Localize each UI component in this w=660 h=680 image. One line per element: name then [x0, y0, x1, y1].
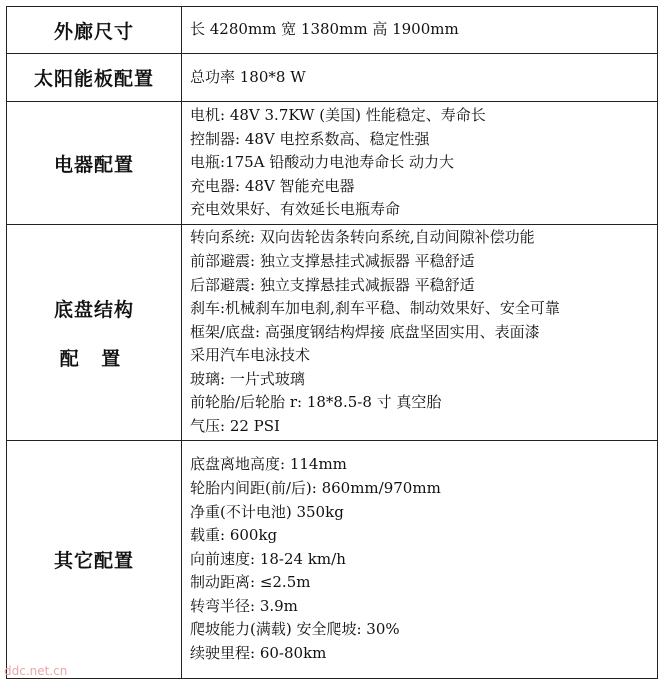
- spec-line: 充电器: 48V 智能充电器: [190, 176, 355, 195]
- row-value: [182, 441, 658, 679]
- spec-line: 气压: 22 PSI: [190, 417, 280, 436]
- spec-line: 向前速度: 18-24 km/h: [190, 549, 346, 568]
- table-row: [7, 102, 658, 225]
- row-label-line: 底盘结构: [53, 298, 134, 321]
- spec-line: 框架/底盘: 高强度钢结构焊接 底盘坚固实用、表面漆: [190, 322, 540, 341]
- spec-line: 底盘离地高度: 114mm: [190, 455, 347, 474]
- spec-line: 载重: 600kg: [190, 526, 278, 545]
- row-label: [7, 225, 182, 441]
- spec-line: 前部避震: 独立支撑悬挂式减振器 平稳舒适: [190, 251, 475, 270]
- spec-line: 续驶里程: 60-80km: [190, 644, 327, 663]
- spec-line: 爬坡能力(满载) 安全爬坡: 30%: [190, 620, 400, 639]
- table-row: [7, 225, 658, 441]
- row-value: [182, 225, 658, 441]
- spec-line: 转向系统: 双向齿轮齿条转向系统,自动间隙补偿功能: [190, 228, 535, 247]
- spec-line: 电机: 48V 3.7KW (美国) 性能稳定、寿命长: [190, 106, 486, 125]
- spec-line: 电瓶:175A 铅酸动力电池寿命长 动力大: [190, 153, 455, 172]
- spec-line: 充电效果好、有效延长电瓶寿命: [190, 200, 401, 219]
- spec-line: 制动距离: ≤2.5m: [190, 573, 311, 592]
- table-row: [7, 7, 658, 54]
- watermark: ddc.net.cn: [4, 664, 68, 678]
- spec-line: 采用汽车电泳技术: [190, 346, 311, 365]
- row-label: 电器配置: [7, 102, 182, 225]
- row-label-line: 配 置: [59, 347, 129, 370]
- spec-line: 总功率 180*8 W: [190, 67, 306, 86]
- spec-line: 控制器: 48V 电控系数高、稳定性强: [190, 129, 430, 148]
- spec-line: 净重(不计电池) 350kg: [190, 502, 344, 521]
- spec-line: 转弯半径: 3.9m: [190, 596, 298, 615]
- row-value: [182, 54, 658, 102]
- row-label: 外廊尺寸: [7, 7, 182, 54]
- spec-line: 刹车:机械刹车加电刹,刹车平稳、制动效果好、安全可靠: [190, 299, 560, 318]
- spec-line: 前轮胎/后轮胎 r: 18*8.5-8 寸 真空胎: [190, 393, 442, 412]
- row-value: [182, 102, 658, 225]
- spec-line: 轮胎内间距(前/后): 860mm/970mm: [190, 478, 441, 497]
- spec-line: 玻璃: 一片式玻璃: [190, 369, 305, 388]
- spec-line: 长 4280mm 宽 1380mm 高 1900mm: [190, 20, 459, 39]
- row-label: 其它配置: [7, 441, 182, 679]
- table-row: [7, 441, 658, 679]
- spec-line: 后部避震: 独立支撑悬挂式减振器 平稳舒适: [190, 275, 475, 294]
- row-value: [182, 7, 658, 54]
- table-row: [7, 54, 658, 102]
- row-label: 太阳能板配置: [7, 54, 182, 102]
- spec-table: [6, 6, 658, 679]
